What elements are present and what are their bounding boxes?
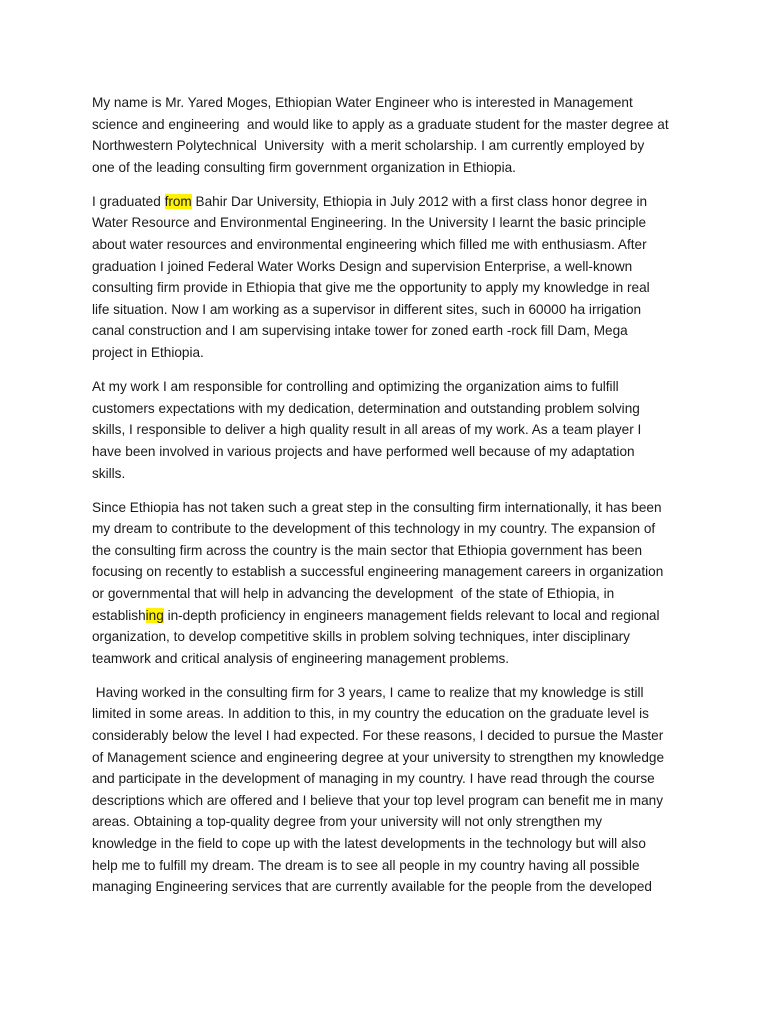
text-line: Since Ethiopia has not taken such a great step in the consulting firm internationally, it has been (92, 499, 662, 515)
paragraph-goals (92, 682, 672, 898)
text-line: of Management science and engineering degree at your university to strengthen my knowledge (92, 749, 665, 765)
text-line: teamwork and critical analysis of engineering management problems. (92, 650, 510, 666)
text-line: focusing on recently to establish a successful engineering management careers in organization (92, 564, 664, 580)
text-segment: establish (92, 607, 146, 623)
text-line: My name is Mr. Yared Moges, Ethiopian Water Engineer who is interested in Management (92, 95, 633, 110)
text-line: areas. Obtaining a top-quality degree from your university will not only strengthen my (92, 814, 603, 830)
text-line: organization, to develop competitive skills in problem solving techniques, inter disciplinary (92, 629, 630, 645)
text-line: or governmental that will help in advancing the development of the state of Ethiopia, in (92, 585, 615, 601)
text-line: life situation. Now I am working as a supervisor in different sites, such in 60000 ha irrigation (92, 301, 642, 317)
paragraph-motivation (92, 497, 672, 670)
highlighted-word: ing (145, 607, 164, 623)
text-segment: Bahir Dar University, Ethiopia in July 2012 with a first class honor degree in (191, 193, 648, 209)
text-line: At my work I am responsible for controlling and optimizing the organization aims to fulfill (92, 379, 619, 395)
text-line: consulting firm provide in Ethiopia that give me the opportunity to apply my knowledge in real (92, 280, 650, 296)
text-line: one of the leading consulting firm government organization in Ethiopia. (92, 159, 516, 175)
document-body (92, 92, 672, 910)
text-segment: in-depth proficiency in engineers management fields relevant to local and regional (163, 607, 660, 623)
text-line: Water Resource and Environmental Engineering. In the University I learnt the basic principle (92, 215, 647, 231)
text-line: science and engineering and would like to apply as a graduate student for the master degree at (92, 116, 669, 132)
text-line: canal construction and I am supervising intake tower for zoned earth -rock fill Dam, Mega (92, 323, 628, 339)
text-segment: I graduated (92, 193, 165, 209)
paragraph-introduction (92, 92, 672, 178)
text-line: knowledge in the field to cope up with the latest developments in the technology but will also (92, 836, 646, 851)
text-line: Northwestern Polytechnical University with a merit scholarship. I am currently employed by (92, 138, 645, 154)
text-line: skills, I responsible to deliver a high quality result in all areas of my work. As a team player I (92, 422, 642, 438)
highlighted-word: from (164, 193, 192, 209)
paragraph-education (92, 191, 672, 364)
text-line: skills. (92, 465, 126, 481)
text-line: considerably below the level I had expected. For these reasons, I decided to pursue the Master (92, 728, 664, 744)
text-line: and participate in the development of managing in my country. I have read through the course (92, 771, 655, 787)
text-line: have been involved in various projects and have performed well because of my adaptation (92, 443, 635, 459)
text-line: my dream to contribute to the development of this technology in my country. The expansion of (92, 521, 656, 537)
text-line: project in Ethiopia. (92, 345, 204, 361)
text-line: help me to fulfill my dream. The dream is to see all people in my country having all possible (92, 857, 640, 873)
text-line: managing Engineering services that are currently available for the people from the developed (92, 879, 652, 895)
text-line: descriptions which are offered and I believe that your top level program can benefit me in many (92, 792, 664, 808)
text-line: limited in some areas. In addition to this, in my country the education on the graduate level is (92, 706, 649, 722)
text-line: graduation I joined Federal Water Works Design and supervision Enterprise, a well-known (92, 258, 633, 274)
text-line: about water resources and environmental engineering which filled me with enthusiasm. After (92, 237, 647, 253)
paragraph-work-responsibilities (92, 376, 672, 484)
text-line: Having worked in the consulting firm for 3 years, I came to realize that my knowledge is still (92, 684, 644, 700)
text-line: the consulting firm across the country is the main sector that Ethiopia government has been (92, 542, 643, 558)
text-line: customers expectations with my dedication, determination and outstanding problem solving (92, 400, 640, 416)
